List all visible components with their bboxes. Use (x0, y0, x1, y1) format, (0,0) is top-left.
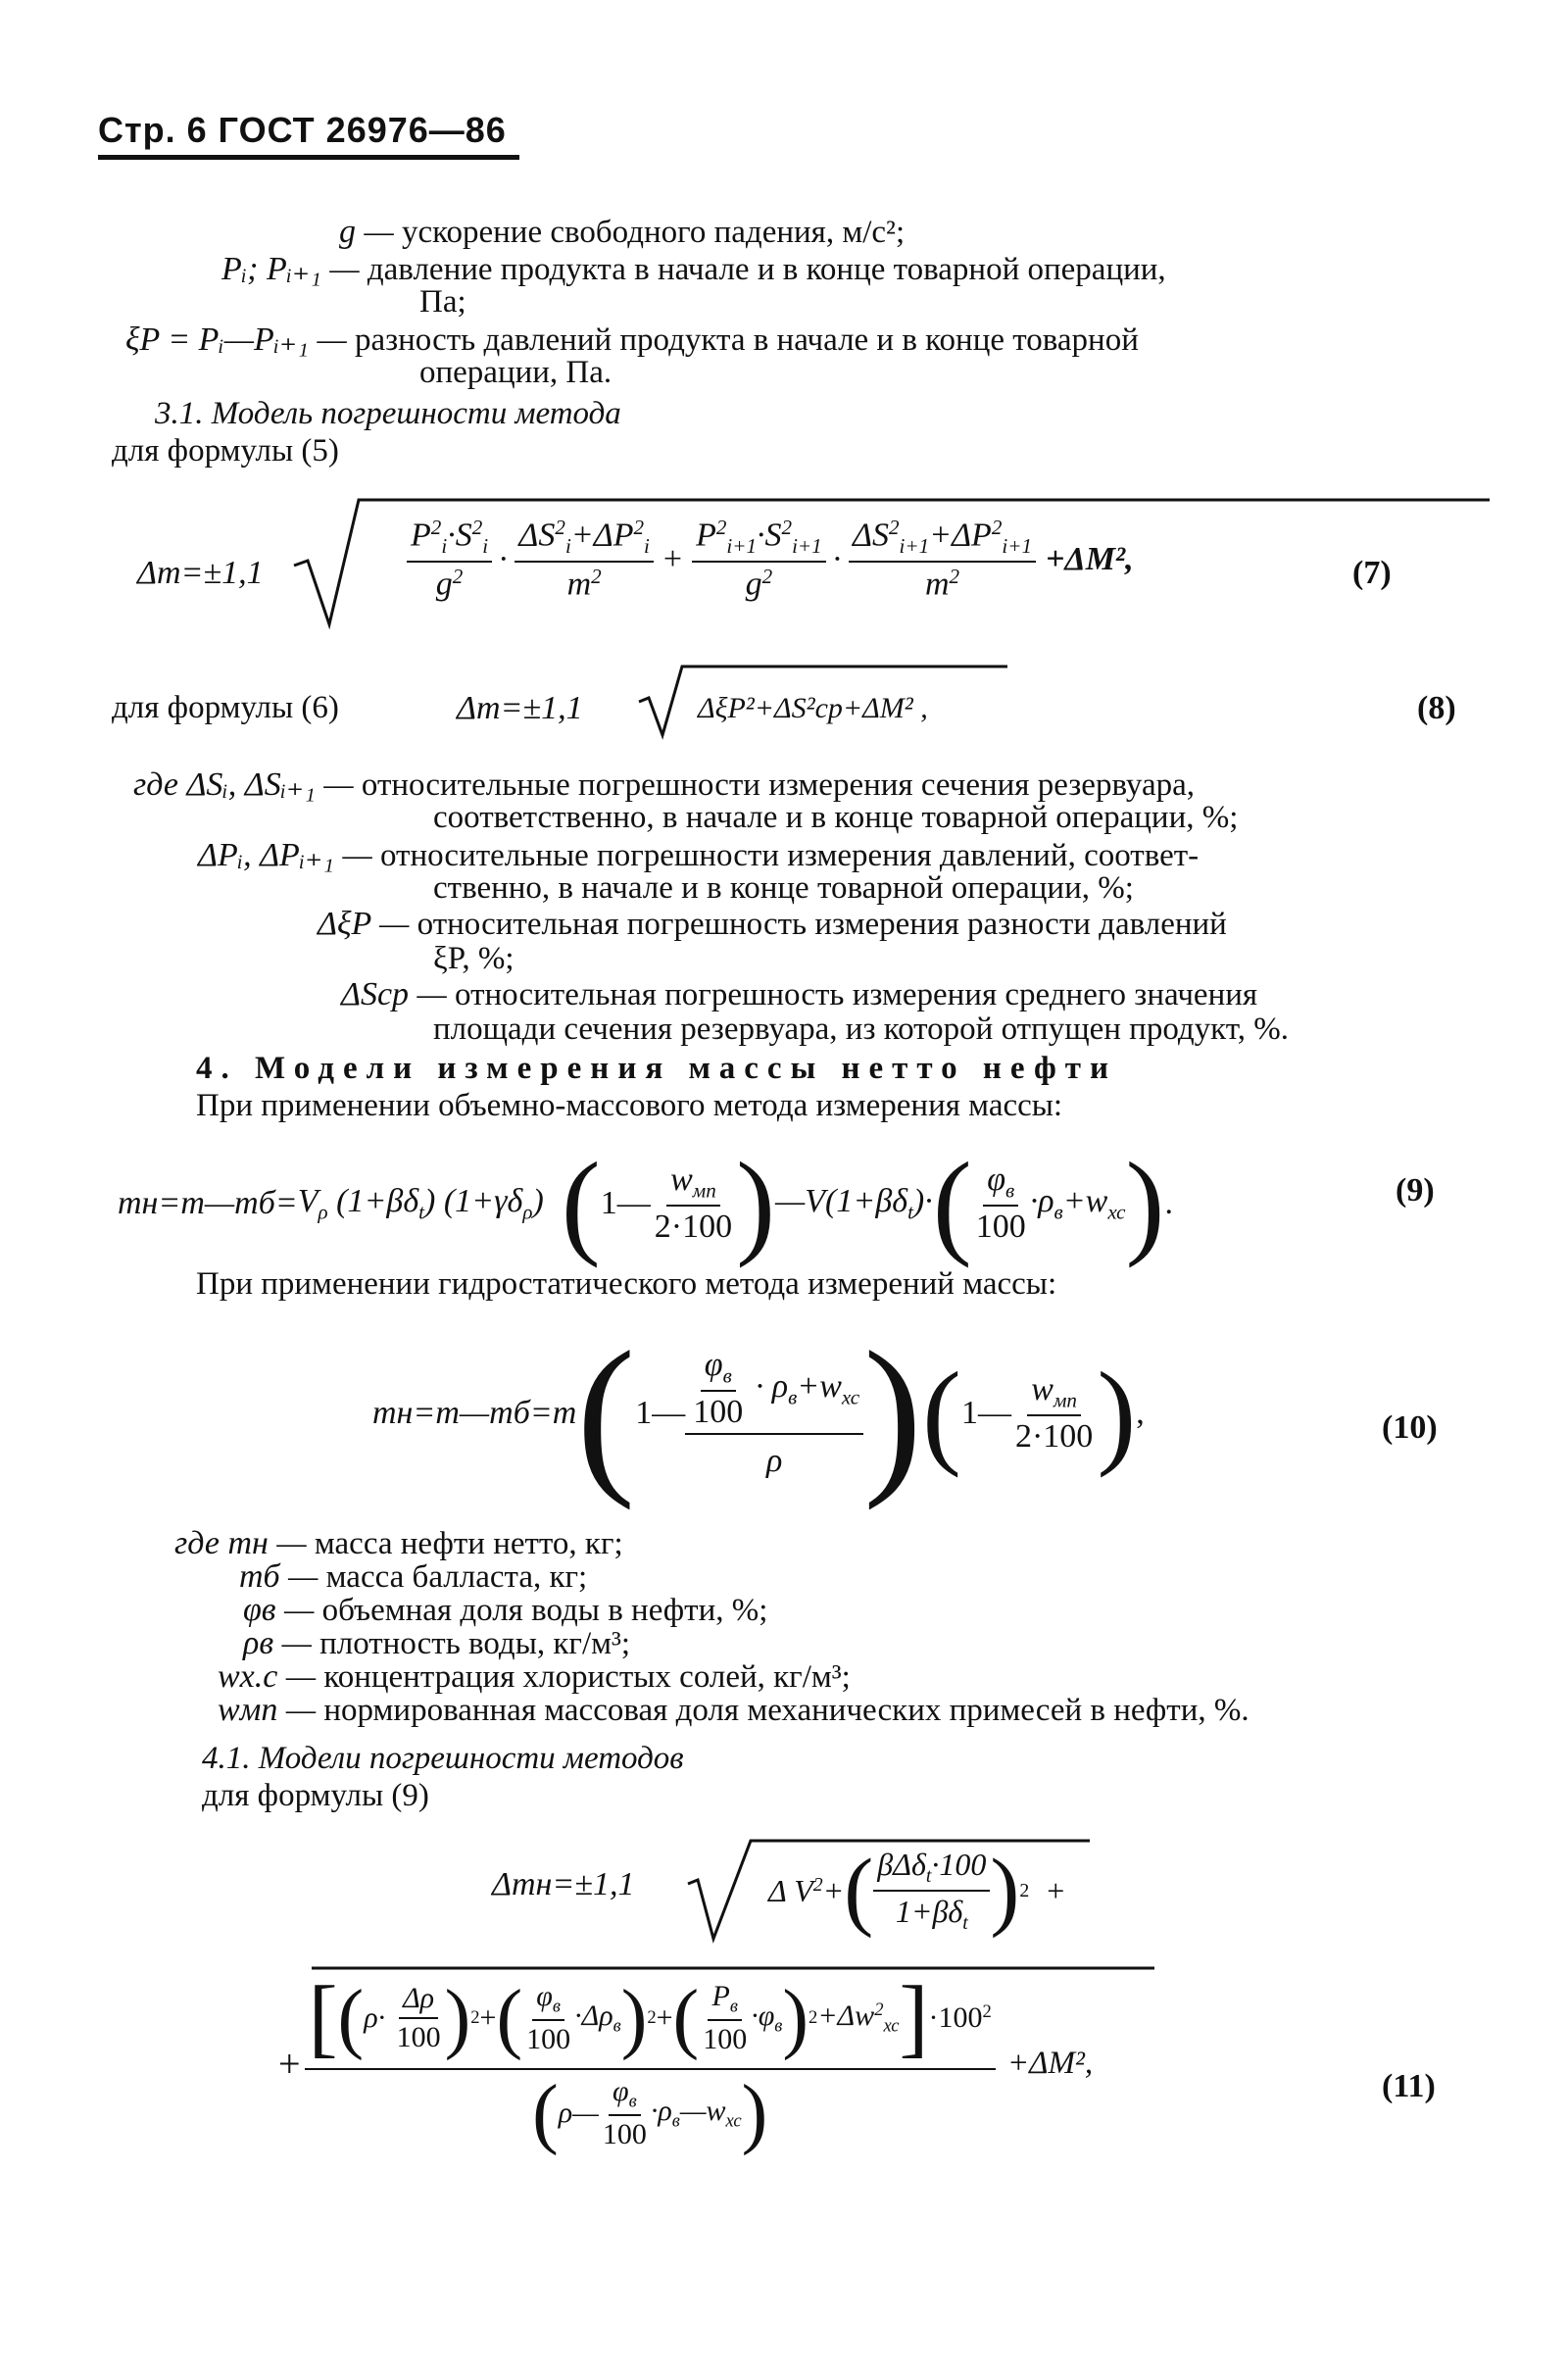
def-pressure-cont: Па; (419, 284, 466, 320)
def-text: концентрация хлористых солей, кг/м³; (323, 1659, 851, 1695)
header-rule (98, 155, 519, 160)
fraction: $\frac{\varphi_в}{100}$ (526, 1979, 571, 2056)
equation-10: mн=m—mб=m ( 1— $\frac{\varphi_в}{100}$ · $\rho_в+w_{хс}$ ρ ) ( 1— $\frac{w_{мп}}{2\cdot 100}$ ) , (372, 1315, 1145, 1510)
def-delta-p (198, 835, 1199, 874)
def-rho-water (243, 1625, 630, 1662)
fraction: $\frac{\varphi_в}{100}$ (975, 1160, 1026, 1246)
def-text: масса балласта, кг; (325, 1559, 588, 1595)
eq9-lhs: mн=m—mб= (118, 1185, 298, 1221)
equation-number-10: (10) (1382, 1409, 1438, 1446)
equation-number-8: (8) (1417, 690, 1456, 726)
fraction: [ ( ρ· $\frac{\Delta\rho}{100}$ ) 2 + ( $\frac{\varphi_в}{100}$ $\cdot\Delta\rho_в$ ) 2 + ( $\frac{P_в}{100}$ $\cdot\varphi_в$ ) 2 $+\Delta w^2_{хс}$ ] $\cdot 100^2$ ( ρ— $\frac{\varphi_в}{100}$ $\cdot\rho_в—w_{хс}$ ) (305, 1974, 996, 2152)
eq7-tail: +ΔM², (1046, 540, 1134, 577)
equation-number-9: (9) (1396, 1172, 1435, 1209)
def-text: относительная погрешность измерения среднего значения (455, 977, 1258, 1012)
def-pressure-diff-cont: операции, Па. (419, 355, 612, 390)
def-symbol: ξP = Pᵢ—Pᵢ₊₁ — (125, 321, 347, 358)
eq8-radicand: ΔξP²+ΔS²ср+ΔM² , (698, 692, 928, 724)
fraction: $\frac{P^2_{i+1}\cdot S^2_{i+1}}{g^2}$ (692, 516, 826, 604)
def-m-ballast (239, 1558, 587, 1596)
def-symbol: где mн — (174, 1525, 307, 1561)
eq8-lhs: Δm=±1,1 (457, 690, 583, 726)
page-header: Стр. 6 ГОСТ 26976—86 (98, 110, 507, 150)
fraction: $\frac{\beta\Delta\delta_t\cdot 100}{1+\beta\delta_t}$ (873, 1847, 990, 1935)
eq11-radicand-top: Δ $V^2+$ ( $\frac{\beta\Delta\delta_t\cdot 100}{1+\beta\delta_t}$ ) 2 + (768, 1842, 1065, 1939)
for-formula-6: для формулы (6) (112, 690, 339, 725)
fraction: $\frac{\Delta S^2_{i+1}+\Delta P^2_{i+1}}{m^2}$ (849, 516, 1036, 604)
fraction: $\frac{w_{мп}}{2\cdot 100}$ (654, 1160, 733, 1246)
eq11-lhs: Δmн=±1,1 (492, 1866, 635, 1902)
section-4-para-1: При применении объемно-массового метода измерения массы: (196, 1088, 1063, 1123)
equation-number-11: (11) (1382, 2068, 1436, 2104)
section-3-1-title: 3.1. Модель погрешности метода (155, 396, 621, 431)
def-delta-p-cont: ственно, в начале и в конце товарной операции, %; (433, 870, 1134, 906)
def-symbol: ΔSср — (341, 976, 447, 1012)
def-text: давление продукта в начале и в конце товарной операции, (367, 252, 1166, 287)
def-symbol: wх.с — (218, 1658, 317, 1695)
fraction: $\frac{w_{мп}}{2\cdot 100}$ (1014, 1370, 1094, 1456)
def-symbol: ΔξP — (318, 906, 410, 942)
def-symbol: Pᵢ; Pᵢ₊₁ — (221, 251, 360, 287)
def-delta-s-avg (341, 976, 1257, 1013)
def-text: масса нефти нетто, кг; (314, 1526, 623, 1561)
def-symbol: ρв — (243, 1625, 312, 1661)
def-delta-s-avg-cont: площади сечения резервуара, из которой отпущен продукт, %. (433, 1012, 1289, 1047)
def-m-net (174, 1525, 623, 1562)
equation-9: mн=m—mб= $V_\rho$ $(1+\beta\delta_t)$ $(1+\gamma\delta_\rho)$ ( 1— $\frac{w_{мп}}{2\cdot 100}$ ) $—V(1+\beta\delta_t)\cdot$ ( $\frac{\varphi_в}{100}$ $\cdot\rho_в+w_{хс}$ ) . (118, 1138, 1173, 1268)
def-phi-water (243, 1592, 767, 1629)
fraction: $\frac{P_в}{100}$ (703, 1979, 748, 2056)
def-symbol: wмп — (218, 1692, 317, 1728)
section-4-para-2: При применении гидростатического метода измерений массы: (196, 1266, 1057, 1302)
def-w-impurities (218, 1692, 1250, 1729)
def-text: относительные погрешности измерения давлений, соответ- (379, 838, 1200, 873)
def-delta-xi-p (318, 906, 1227, 943)
def-pressure (221, 249, 1166, 288)
def-text: ускорение свободного падения, м/с²; (401, 215, 906, 250)
equation-number-7: (7) (1352, 555, 1392, 591)
def-delta-s-cont: соответственно, в начале и в конце товарной операции, %; (433, 800, 1239, 835)
eq7-radicand: $\frac{P^2_i\cdot S^2_i}{g^2}$ · $\frac{\Delta S^2_i+\Delta P^2_i}{m^2}$ + $\frac{P^2_{i+1}\cdot S^2_{i+1}}{g^2}$ · $\frac{\Delta S^2_{i+1}+\Delta P^2_{i+1}}{m^2}$ +ΔM², (407, 516, 1134, 604)
def-symbol: g — (339, 214, 394, 250)
eq10-lhs: mн=m—mб=m (372, 1395, 577, 1431)
radical-overline (312, 1966, 1194, 1970)
def-text: нормированная массовая доля механических примесей в нефти, %. (323, 1693, 1250, 1728)
def-symbol: где ΔSᵢ, ΔSᵢ₊₁ — (133, 766, 354, 803)
def-delta-s (133, 765, 1195, 804)
def-symbol: mб — (239, 1558, 318, 1595)
eq7-lhs: Δm=±1,1 (137, 555, 264, 591)
section-4-1-title: 4.1. Модели погрешности методов (202, 1741, 684, 1776)
fraction: $\frac{\Delta S^2_i+\Delta P^2_i}{m^2}$ (514, 516, 653, 604)
def-text: плотность воды, кг/м³; (319, 1626, 631, 1661)
fraction: $\frac{P^2_i\cdot S^2_i}{g^2}$ (407, 516, 492, 604)
def-text: разность давлений продукта в начале и в конце товарной (354, 322, 1139, 358)
eq11-tail: +ΔM², (1006, 2045, 1094, 2081)
fraction: $\frac{\varphi_в}{100}$ · $\rho_в+w_{хс}$ ρ (685, 1347, 863, 1480)
fraction: $\frac{\Delta\rho}{100}$ (396, 1982, 441, 2053)
def-text: относительные погрешности измерения сечения резервуара, (361, 767, 1196, 803)
fraction: $\frac{\varphi_в}{100}$ (693, 1346, 744, 1431)
eq11-radicand-bottom: + [ ( ρ· $\frac{\Delta\rho}{100}$ ) 2 + ( $\frac{\varphi_в}{100}$ $\cdot\Delta\rho_в$ ) 2 + ( $\frac{P_в}{100}$ $\cdot\varphi_в$ ) 2 $+\Delta w^2_{хс}$ ] $\cdot 100^2$ ( ρ— $\frac{\varphi_в}{100}$ $\cdot\rho_в—w_{хс}$ ) +ΔM², (278, 1969, 1094, 2156)
fraction: $\frac{\varphi_в}{100}$ (602, 2074, 647, 2151)
for-formula-5: для формулы (5) (112, 433, 339, 469)
for-formula-9: для формулы (9) (202, 1778, 429, 1813)
def-pressure-diff (125, 320, 1139, 359)
def-symbol: ΔPᵢ, ΔPᵢ₊₁ — (198, 837, 372, 873)
def-text: относительная погрешность измерения разности давлений (416, 907, 1227, 942)
def-g (339, 214, 905, 251)
def-text: объемная доля воды в нефти, %; (321, 1593, 768, 1628)
def-delta-xi-p-cont: ξP, %; (433, 941, 514, 976)
def-w-salts (218, 1658, 851, 1696)
section-4-title: 4. Модели измерения массы нетто нефти (196, 1051, 1118, 1086)
def-symbol: φв — (243, 1592, 315, 1628)
